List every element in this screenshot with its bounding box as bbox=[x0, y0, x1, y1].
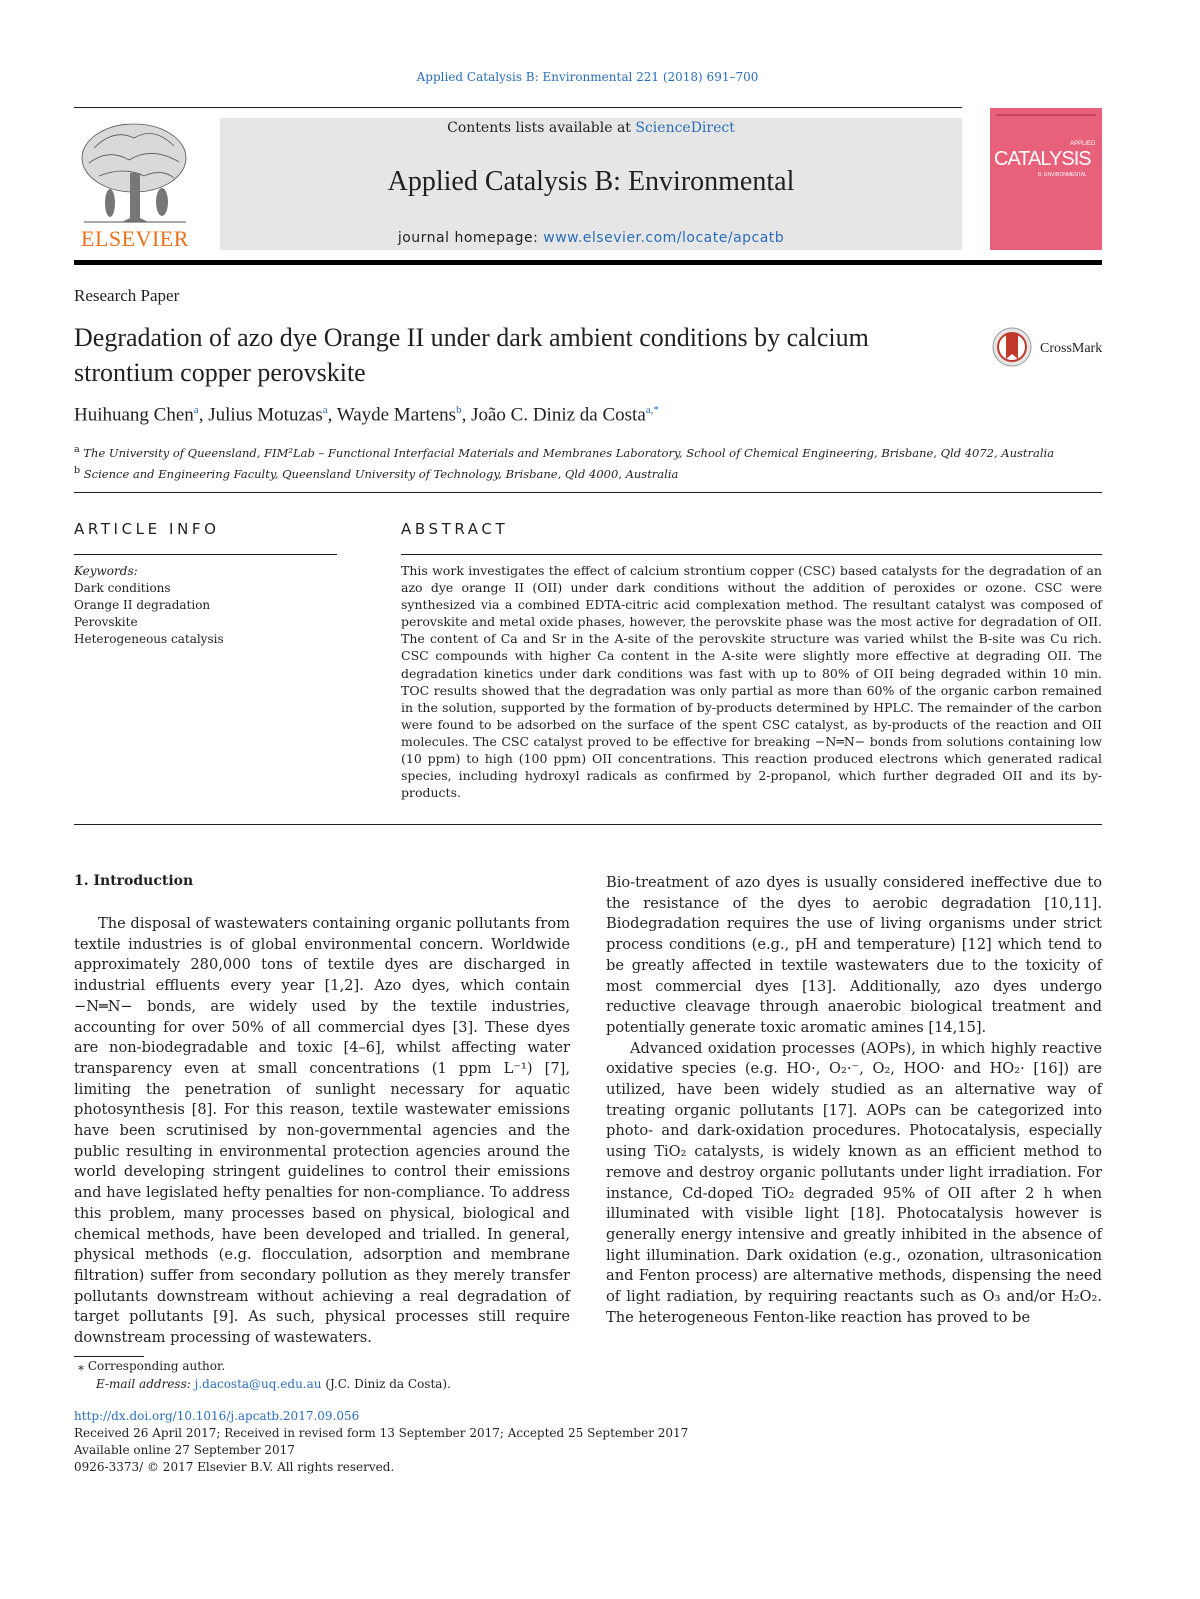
affil-rule bbox=[74, 492, 1102, 493]
cover-bar bbox=[996, 114, 1096, 116]
keyword: Heterogeneous catalysis bbox=[74, 632, 224, 646]
homepage-line bbox=[220, 230, 962, 246]
affiliation-mark: a bbox=[74, 444, 80, 455]
email-label: E-mail address: bbox=[96, 1377, 191, 1391]
author-name[interactable]: João C. Diniz da Costa bbox=[471, 404, 646, 426]
author-affil-mark[interactable]: a,* bbox=[645, 404, 659, 416]
author-affil-mark[interactable]: a bbox=[193, 404, 199, 416]
footnote-rule bbox=[74, 1356, 144, 1357]
keyword: Orange II degradation bbox=[74, 598, 211, 612]
cover-title: CATALYSIS bbox=[994, 148, 1091, 170]
abstract-text: This work investigates the effect of calcium strontium copper (CSC) based catalysts for the degradation of an azo dye orange II (OII) under dark conditions without the addition of peroxides or ozone. CSC were synthesized via a combined EDTA-citric acid complexation method. The resultant catalyst was composed of perovskite and metal oxide phases, however, the perovskite phase was the most active for degradation of OII. The content of Ca and Sr in the A-site of the perovskite structure was varied whilst the B-site was Cu rich. CSC compounds with higher Ca content in the A-site were slightly more effective at degrading OII. The degradation kinetics under dark conditions was fast with up to 80% of OII being degraded within 10 min. TOC results showed that the degradation was only partial as more than 60% of the organic carbon remained in the solution, supported by the formation of by-products determined by HPLC. The remainder of the carbon were found to be adsorbed on the surface of the spent CSC catalyst, as by-products of the reaction and OII molecules. The CSC catalyst proved to be effective for breaking −N═N− bonds from solutions containing low (10 ppm) to high (100 ppm) OII concentrations. This reaction produced electrons which generated radical species, including hydroxyl radicals as confirmed by 2-propanol, which further degraded OII and its by-products. bbox=[401, 563, 1102, 801]
contents-prefix: Contents lists available at bbox=[447, 120, 636, 136]
article-info-heading: ARTICLE INFO bbox=[74, 520, 220, 538]
abstract-rule bbox=[401, 554, 1102, 555]
journal-citation[interactable]: Applied Catalysis B: Environmental 221 (2018) 691–700 bbox=[416, 70, 759, 84]
body-column-right bbox=[606, 873, 1102, 1328]
keyword: Perovskite bbox=[74, 615, 138, 629]
body-paragraph: Advanced oxidation processes (AOPs), in which highly reactive oxidative species (e.g. HO·, O₂·⁻, O₂, HOO· and HO₂· [16]) are utilized, have been widely studied as an alternative way of treating organic pollutants [17]. AOPs can be categorized into photo- and dark-oxidation procedures. Photocatalysis, especially using TiO₂ catalysts, is widely known as an efficient method to remove and destroy organic pollutants under light irradiation. For instance, Cd-doped TiO₂ degraded 95% of OII after 2 h when illuminated with visible light [18]. Photocatalysis however is generally energy intensive and greatly inhibited in the absence of light illumination. Dark oxidation (e.g., ozonation, ultrasonication and Fenton process) are alternative methods, dispensing the need of light radiation, by requiring reactants such as O₃ and/or H₂O₂. The heterogeneous Fenton-like reaction has proved to be bbox=[606, 1039, 1102, 1326]
abstract-bottom-rule bbox=[74, 824, 1102, 825]
author-name[interactable]: Julius Motuzas bbox=[208, 404, 323, 426]
keywords-label: Keywords: bbox=[74, 564, 138, 578]
author-name[interactable]: Huihuang Chen bbox=[74, 404, 194, 426]
affiliation-mark: b bbox=[74, 464, 81, 476]
author-affil-mark[interactable]: a bbox=[322, 404, 328, 416]
article-info-rule bbox=[74, 554, 337, 555]
article-title: Degradation of azo dye Orange II under dark ambient conditions by calcium strontium copper perovskite bbox=[74, 323, 869, 387]
crossmark-label[interactable]: CrossMark bbox=[1040, 341, 1103, 356]
corresponding-author-note: ⁎ Corresponding author. bbox=[78, 1359, 226, 1373]
affiliations bbox=[74, 441, 1102, 483]
body-column-left bbox=[74, 914, 570, 1349]
body-paragraph: The disposal of wastewaters containing organic pollutants from textile industries is of global environmental concern. Worldwide approximately 280,000 tons of textile dyes are discharged in industrial effluents every year [1,2]. Azo dyes, which contain −N═N− bonds, are widely used by the textile industries, accounting for over 50% of all commercial dyes [3]. These dyes are non-biodegradable and toxic [4–6], whilst affecting water transparency even at small concentrations (1 ppm L⁻¹) [7], limiting the penetration of sunlight necessary for aquatic photosynthesis [8]. For this reason, textile wastewater emissions have been scrutinised by non-governmental agencies and the public resulting in environmental protection agencies around the world developing stringent guidelines to control their emissions and have legislated hefty penalties for non-compliance. To address this problem, many processes based on physical, biological and chemical methods, have been developed and trialled. In general, physical methods (e.g. flocculation, adsorption and membrane filtration) suffer from secondary pollution as they merely transfer pollutants downstream without achieving a real degradation of target pollutants [9]. As such, physical processes still require downstream processing of wastewaters. bbox=[74, 915, 570, 1347]
header-rule bbox=[74, 107, 962, 108]
paper-type: Research Paper bbox=[74, 286, 180, 305]
affiliation bbox=[74, 462, 1102, 483]
keyword: Dark conditions bbox=[74, 581, 171, 595]
homepage-link[interactable]: www.elsevier.com/locate/apcatb bbox=[543, 230, 785, 246]
author-affil-mark[interactable]: b bbox=[456, 404, 462, 416]
cover-subtitle: B: ENVIRONMENTAL bbox=[1038, 172, 1087, 178]
body-paragraph: Bio-treatment of azo dyes is usually considered ineffective due to the resistance of the dyes to aerobic degradation [10,11]. Biodegradation requires the use of living organisms under strict process conditions (e.g., pH and temperature) [12] which tend to be greatly affected in textile wastewaters due to the toxicity of most commercial dyes [13]. Additionally, azo dyes undergo reductive cleavage through anaerobic biological treatment and potentially generate toxic aromatic amines [14,15]. bbox=[606, 874, 1102, 1036]
homepage-prefix: journal homepage: bbox=[397, 230, 544, 246]
publisher-wordmark: ELSEVIER bbox=[81, 226, 189, 251]
contents-line bbox=[220, 120, 962, 136]
abstract-heading: ABSTRACT bbox=[401, 520, 509, 538]
author-list: Huihuang Chen$^a$, Julius Motuzas$^a$, Wayde Martens$^b$, João C. Diniz da Costa$^{a,*}$ bbox=[74, 404, 659, 426]
affiliation-text: Science and Engineering Faculty, Queensland University of Technology, Brisbane, Qld 4000, Australia bbox=[83, 466, 679, 481]
affiliation bbox=[74, 441, 1102, 462]
section-heading-introduction: 1. Introduction bbox=[74, 873, 194, 889]
available-online: Available online 27 September 2017 bbox=[74, 1443, 295, 1457]
affiliation-text: The University of Queensland, FIM²Lab – Functional Interfacial Materials and Membranes Laboratory, School of Chemical Engineering, Brisbane, Qld 4072, Australia bbox=[83, 445, 1055, 460]
email-link[interactable]: j.dacosta@uq.edu.au bbox=[194, 1377, 322, 1391]
journal-title: Applied Catalysis B: Environmental bbox=[387, 166, 795, 197]
received-dates: Received 26 April 2017; Received in revised form 13 September 2017; Accepted 25 September 2017 bbox=[74, 1426, 689, 1440]
sciencedirect-link[interactable]: ScienceDirect bbox=[635, 120, 735, 136]
email-suffix: (J.C. Diniz da Costa). bbox=[321, 1377, 451, 1391]
author-name[interactable]: Wayde Martens bbox=[336, 404, 457, 426]
crossmark-icon[interactable] bbox=[992, 325, 1032, 369]
doi-link[interactable]: http://dx.doi.org/10.1016/j.apcatb.2017.09.056 bbox=[74, 1409, 360, 1423]
keywords-block bbox=[74, 563, 334, 648]
email-line bbox=[96, 1376, 451, 1393]
cover-top-label: APPLIED bbox=[1070, 141, 1096, 147]
header-thick-rule bbox=[74, 260, 1102, 265]
copyright: 0926-3373/ © 2017 Elsevier B.V. All rights reserved. bbox=[74, 1460, 395, 1474]
journal-cover-thumbnail bbox=[990, 108, 1102, 250]
